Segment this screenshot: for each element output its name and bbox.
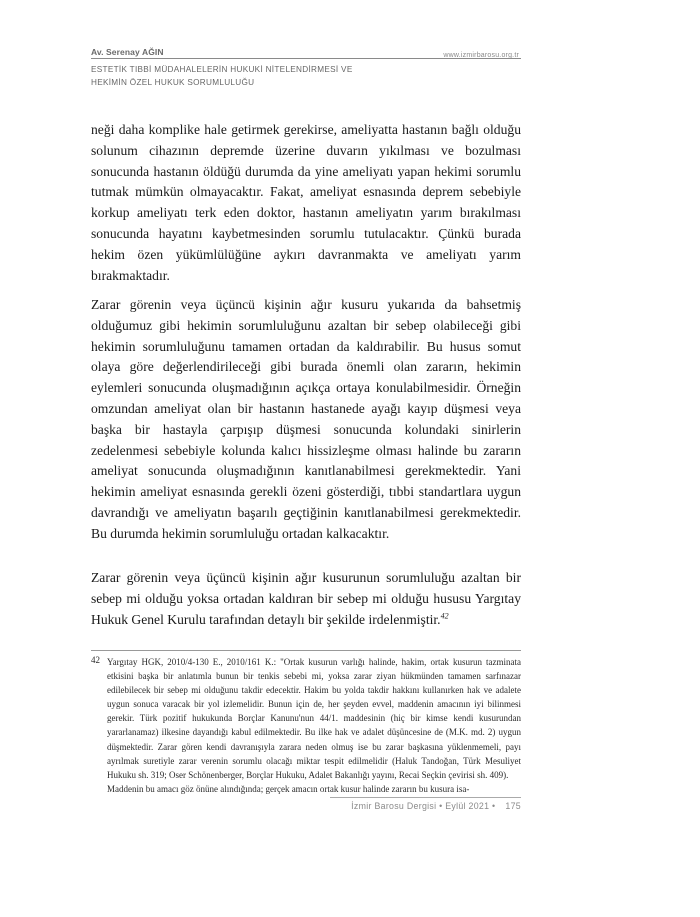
header-article-title <box>91 63 353 89</box>
footer-rule <box>330 797 521 798</box>
page-footer <box>351 801 521 811</box>
footnote-separator <box>91 650 521 651</box>
footer-journal: İzmir Barosu Dergisi • Eylül 2021 • <box>351 801 496 811</box>
page-number: 175 <box>505 801 521 811</box>
paragraph-text: neği daha komplike hale getirmek gerekirse, ameliyatta hastanın bağlı olduğu solunum cihazının depremde üzerine duvarın yıkılması ve bozulması sonucunda hastanın öldüğü durumda da yine ameliyatı yapan hekimi sorumlu tutmak mümkün olmayacaktır. Fakat, ameliyat esnasında deprem sebebiyle korkup ameliyatı terk eden doktor, hastanın ameliyatın yarım bırakılması sonucunda hayatını kaybetmesinden sorumlu tutulacaktır. Çünkü burada hekim özen yükümlülüğüne aykırı davranmakta ve ameliyatı yarım bırakmaktadır. <box>91 122 521 283</box>
header-url[interactable]: www.izmirbarosu.org.tr <box>443 52 519 59</box>
footnote-number: 42 <box>91 655 100 665</box>
footnote-42 <box>91 655 521 796</box>
header-author: Av. Serenay AĞIN <box>91 47 164 57</box>
body-paragraph-1 <box>91 120 521 286</box>
body-paragraph-3 <box>91 568 521 630</box>
body-paragraph-2 <box>91 295 521 545</box>
header-rule <box>91 58 521 59</box>
footnote-text-1: Yargıtay HGK, 2010/4-130 E., 2010/161 K.: "Ortak kusurun varlığı halinde, hakim, ortak kusurun tazminata etkisini başka bir anlatımla bunun bir tenkis sebebi mi, yoksa zarar ziyan hükmünden tamamen sarfınazar edilebilecek bir sebep mi olduğunu takdir edecektir. Hakim bu yolda takdir hakkını kullanırken hak ve adalete uygun sonuca varacak bir yol izlemelidir. Bunun için de, her şeyden evvel, maddenin amacının iyi bilinmesi gerekir. Türk pozitif hukukunda Borçlar Kanunu'nun 44/1. maddesinin (hiç bir kimse kendi kusurundan yararlanamaz) ilkesine dayandığı kabul edilmektedir. Bu ilke hak ve adalet düşüncesine de (M.K. md. 2) uygun düşmektedir. Zarar gören kendi davranışıyla zarara neden olmuş ise bu zarar başkasına yüklenmemeli, payı ayrılmak suretiyle zarar verenin sorumlu olacağı miktar tespit edilmelidir (Haluk Tandoğan, Türk Mesuliyet Hukuku sh. 319; Oser Schönenberger, Borçlar Hukuku, Adalet Bakanlığı yayını, Recai Seçkin çevirisi sh. 409). <box>107 657 521 780</box>
footnote-text-2: Maddenin bu amacı göz önüne alındığında; gerçek amacın ortak kusur halinde zararın bu kusura isa- <box>107 783 470 794</box>
paragraph-text: Zarar görenin veya üçüncü kişinin ağır kusuru yukarıda da bahsetmiş olduğumuz gibi hekimin sorumluluğunu azaltan bir sebep olabileceği gibi hekimin sorumluluğunu tamamen ortadan da kaldırabilir. Bu husus somut olaya göre değerlendirileceği gibi burada önemli olan zararın, hekimin eylemleri sonucunda oluşmadığının açıkça ortaya konulabilmesidir. Örneğin omzundan ameliyat olan bir hastanın hastanede ayağı kayıp düşmesi veya başka bir hastayla çarpışıp düşmesi sonucunda kolundaki sinirlerin zedelenmesi sebebiyle kolunda kalıcı hissizleşme olması halinde bu zararın ameliyat sonucunda oluşmadığının kanıtlanabilmesi gerekmektedir. Yani hekimin ameliyat esnasında gerekli özeni gösterdiği, tıbbi standartlara uygun davrandığı ve ameliyatın başarılı geçtiğinin kanıtlanabilmesi gerekmektedir. Bu durumda hekimin sorumluluğu ortadan kalkacaktır. <box>91 297 521 541</box>
footnote-reference[interactable]: 42 <box>440 611 449 621</box>
paragraph-wrapper <box>91 568 521 630</box>
footnote-body <box>91 655 521 796</box>
paragraph-text: Zarar görenin veya üçüncü kişinin ağır kusurunun sorumluluğu azaltan bir sebep mi olduğu yoksa ortadan kaldıran bir sebep mi olduğu hususu Yargıtay Hukuk Genel Kurulu tarafından detaylı bir şekilde irdelenmiştir. <box>91 570 521 627</box>
header-title-line-2: HEKİMİN ÖZEL HUKUK SORUMLULUĞU <box>91 78 255 87</box>
header-title-line-1: ESTETİK TIBBİ MÜDAHALELERİN HUKUKİ NİTELENDİRMESİ VE <box>91 65 353 74</box>
